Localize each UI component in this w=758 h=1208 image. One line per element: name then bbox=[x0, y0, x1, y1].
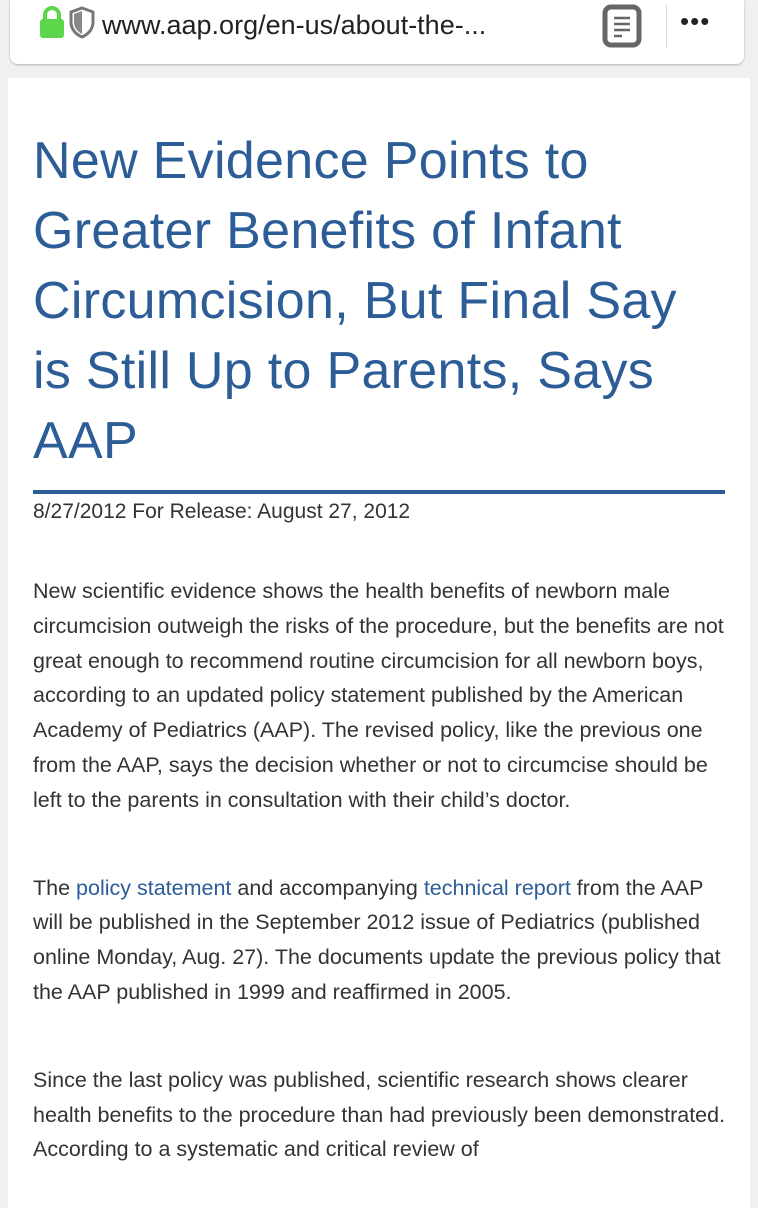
release-date: 8/27/2012 For Release: August 27, 2012 bbox=[33, 500, 411, 523]
more-icon[interactable]: ••• bbox=[680, 6, 711, 36]
text: and accompanying bbox=[231, 875, 424, 900]
paragraph-1: New scientific evidence shows the health benefits of newborn male circumcision outweigh the risks of the procedure, but the benefits are not great enough to recommend routine circumcision for all newborn boys, according to an updated policy statement published by the American Academy of Pediatrics (AAP). The revised policy, like the previous one from the AAP, says the decision whether or not to circumcise should be left to the parents in consultation with their child’s doctor. bbox=[33, 579, 724, 812]
title-rule bbox=[33, 490, 725, 494]
url-text[interactable]: www.aap.org/en-us/about-the-... bbox=[102, 10, 487, 40]
paragraph-3: Since the last policy was published, scientific research shows clearer health benefits to the procedure than had previously been demonstrated. According to a systematic and critical review of bbox=[33, 1067, 726, 1162]
text: The bbox=[33, 875, 77, 900]
address-bar[interactable] bbox=[10, 0, 744, 64]
technical-report-link[interactable]: technical report bbox=[423, 875, 571, 900]
paragraph-2 bbox=[33, 871, 728, 1010]
policy-statement-link[interactable]: policy statement bbox=[76, 875, 232, 900]
lock-icon bbox=[38, 4, 66, 45]
article-title: New Evidence Points to Greater Benefits of Infant Circumcision, But Final Say is Still Up to Parents, Says AAP bbox=[33, 132, 677, 470]
reader-view-icon[interactable] bbox=[602, 4, 642, 53]
article bbox=[33, 126, 728, 1167]
web-page bbox=[8, 78, 750, 1208]
text: from the AAP will be published in the September 2012 issue of Pediatrics (published online Monday, Aug. 27). The documents update the previous policy that the AAP published in 1999 and reaffirmed in 2005. bbox=[33, 875, 721, 1004]
divider bbox=[666, 4, 667, 48]
shield-icon[interactable] bbox=[68, 4, 96, 45]
